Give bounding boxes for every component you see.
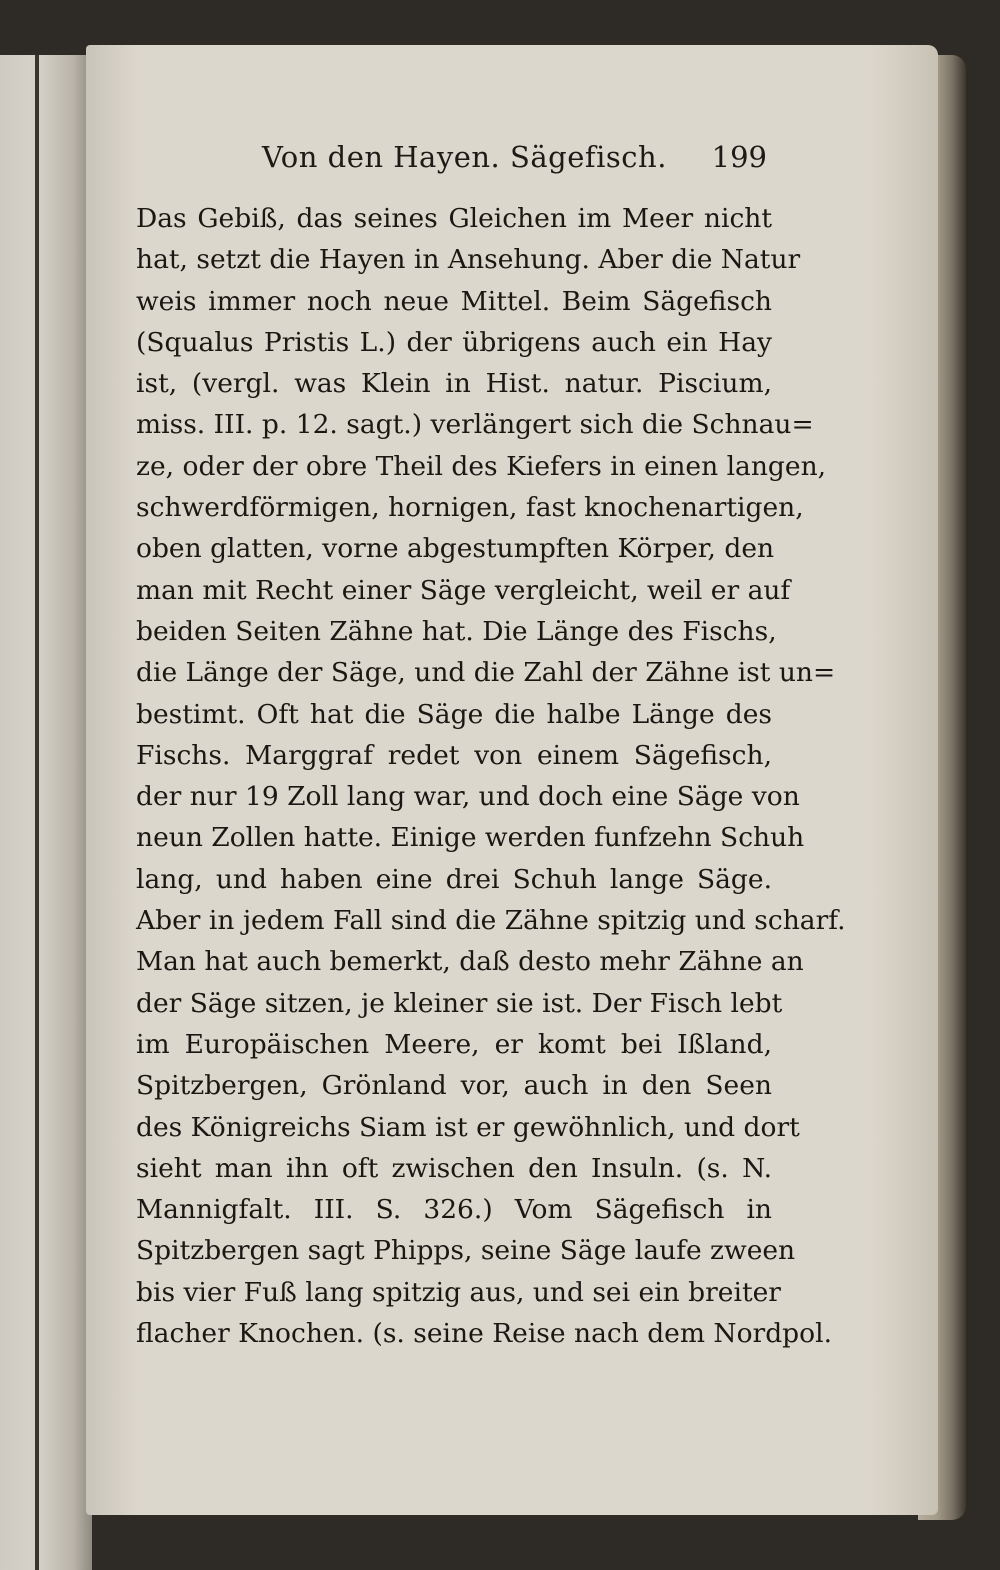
text-line: die Länge der Säge, und die Zahl der Zähne ist un= <box>136 657 836 689</box>
text-line: Spitzbergen sagt Phipps, seine Säge laufe zween <box>136 1235 796 1267</box>
text-line: Mannigfalt. III. S. 326.) Vom Sägefisch in <box>136 1194 772 1226</box>
text-line: Fischs. Marggraf redet von einem Sägefisch, <box>136 739 772 771</box>
text-line: im Europäischen Meere, er komt bei Ißland, <box>136 1028 772 1060</box>
text-line: hat, setzt die Hayen in Ansehung. Aber die Natur <box>136 244 801 276</box>
text-line: Spitzbergen, Grönland vor, auch in den Seen <box>136 1070 772 1102</box>
text-line: flacher Knochen. (s. seine Reise nach dem Nordpol. <box>136 1318 833 1350</box>
text-line: man mit Recht einer Säge vergleicht, weil er auf <box>136 574 791 606</box>
page-number: 199 <box>711 140 767 174</box>
text-line: miss. III. p. 12. sagt.) verlängert sich die Schnau= <box>136 409 814 441</box>
text-line: Das Gebiß, das seines Gleichen im Meer nicht <box>136 203 772 234</box>
facing-page <box>0 55 92 1570</box>
text-line: der Säge sitzen, je kleiner sie ist. Der Fisch lebt <box>136 987 783 1019</box>
text-line: beiden Seiten Zähne hat. Die Länge des Fischs, <box>136 615 777 647</box>
text-line: Aber in jedem Fall sind die Zähne spitzig und scharf. <box>136 905 846 937</box>
text-line: bestimt. Oft hat die Säge die halbe Länge des <box>136 698 772 730</box>
text-line: neun Zollen hatte. Einige werden funfzehn Schuh <box>136 822 805 854</box>
text-line: lang, und haben eine drei Schuh lange Säge. <box>136 863 772 895</box>
book-gutter <box>35 55 39 1570</box>
text-line: sieht man ihn oft zwischen den Insuln. (s. N. <box>136 1152 772 1184</box>
text-line: ze, oder der obre Theil des Kiefers in einen langen, <box>136 450 827 482</box>
text-line: schwerdförmigen, hornigen, fast knochenartigen, <box>136 492 804 524</box>
body-text <box>136 198 846 1354</box>
text-line: der nur 19 Zoll lang war, und doch eine Säge von <box>136 781 800 813</box>
text-line: Man hat auch bemerkt, daß desto mehr Zähne an <box>136 946 804 978</box>
text-line: des Königreichs Siam ist er gewöhnlich, und dort <box>136 1111 800 1143</box>
text-line: bis vier Fuß lang spitzig aus, und sei ein breiter <box>136 1276 781 1308</box>
text-line: weis immer noch neue Mittel. Beim Sägefisch <box>136 285 772 317</box>
page-header <box>262 140 767 184</box>
text-line: (Squalus Pristis L.) der übrigens auch ein Hay <box>136 326 772 358</box>
text-line: ist, (vergl. was Klein in Hist. natur. Piscium, <box>136 368 772 400</box>
text-line: oben glatten, vorne abgestumpften Körper, den <box>136 533 775 565</box>
running-head: Von den Hayen. Sägefisch. <box>262 140 667 174</box>
